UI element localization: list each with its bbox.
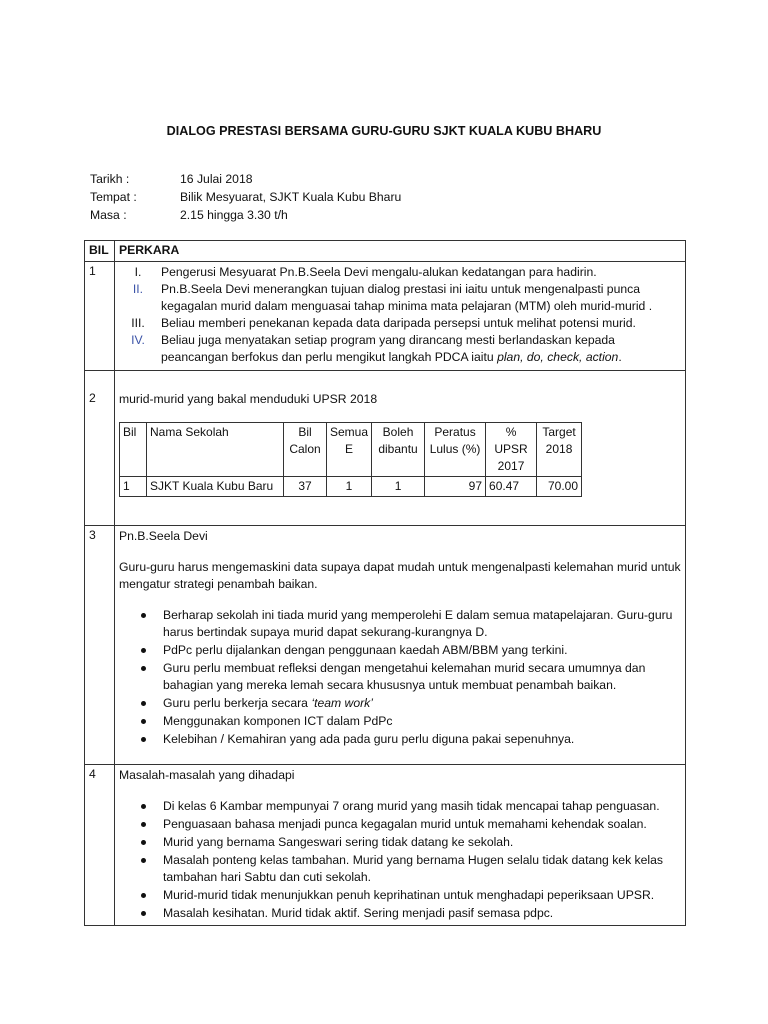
section-title: murid-murid yang bakal menduduki UPSR 2018 [119,392,378,406]
list-item [119,315,681,332]
list-item: Guru perlu membuat refleksi dengan mengetahui kelemahan murid secara umumnya dan bahagian yang mereka lemah secara khususnya untuk membuat penambah baikan. [119,660,681,694]
table-row [85,765,686,926]
list-item [119,695,681,712]
row-content [115,262,686,371]
item-text: Pn.B.Seela Devi menerangkan tujuan dialog prestasi ini iaitu untuk mengenalpasti punca kegagalan murid dalam menguasai tahap minima mata pelajaran (MTM) oleh murid-murid . [161,282,653,313]
item-text: Beliau memberi penekanan kepada data daripada persepsi untuk melihat potensi murid. [161,316,636,330]
inner-header: Semua E [327,423,372,477]
item-number: III. [131,316,145,330]
inner-data-row [120,477,582,497]
meta-value: 2.15 hingga 3.30 t/h [180,208,288,222]
row-number: 3 [85,526,115,765]
list-item: Masalah kesihatan. Murid tidak aktif. Sering menjadi pasif semasa pdpc. [119,905,681,922]
row-content [115,371,686,526]
inner-header: Bil Calon [284,423,327,477]
table-row [85,371,686,526]
meta-date [90,170,401,188]
inner-cell: 60.47 [486,477,537,497]
table-row [85,526,686,765]
inner-cell: 97 [425,477,486,497]
item-number: IV. [131,333,145,347]
list-item [119,281,681,315]
list-item: Berharap sekolah ini tiada murid yang memperolehi E dalam semua matapelajaran. Guru-guru harus bertindak supaya murid dapat sekurang-kurangnya D. [119,607,681,641]
item-number: II. [132,282,144,296]
section-title: Masalah-masalah yang dihadapi [119,768,295,782]
paragraph: Guru-guru harus mengemaskini data supaya dapat mudah untuk mengenalpasti kelemahan murid untuk mengatur strategi penambah baikan. [119,560,681,591]
minutes-table [84,240,686,926]
list-item: Kelebihan / Kemahiran yang ada pada guru perlu diguna pakai sepenuhnya. [119,731,681,748]
row-number: 1 [85,262,115,371]
row-content [115,765,686,926]
inner-header-row [120,423,582,477]
item-text-end: . [618,350,622,364]
header-perkara: PERKARA [115,241,686,262]
inner-cell: 1 [120,477,147,497]
list-item: Murid yang bernama Sangeswari sering tidak datang ke sekolah. [119,834,681,851]
table-header-row [85,241,686,262]
list-item [119,264,681,281]
agenda-list [119,264,681,366]
pdca-italic: plan, do, check, action [497,350,619,364]
document-title: DIALOG PRESTASI BERSAMA GURU-GURU SJKT KUALA KUBU BHARU [166,124,602,138]
inner-cell: 1 [372,477,425,497]
list-item: Penguasaan bahasa menjadi punca kegagalan murid untuk memahami kehendak soalan. [119,816,681,833]
meta-value: 16 Julai 2018 [180,172,253,186]
item-text: Beliau juga menyatakan setiap program yang dirancang mesti berlandaskan kepada peancangan berfokus dan perlu mengikut langkah PDCA iaitu [161,333,615,364]
team-work-italic: ‘team work’ [311,696,373,710]
list-item: Masalah ponteng kelas tambahan. Murid yang bernama Hugen selalu tidak datang kek kelas tambahan hari Sabtu dan cuti sekolah. [119,852,681,886]
meta-time [90,206,401,224]
meta-value: Bilik Mesyuarat, SJKT Kuala Kubu Bharu [180,190,402,204]
list-item: Murid-murid tidak menunjukkan penuh keprihatinan untuk menghadapi peperiksaan UPSR. [119,887,681,904]
bullet-list [119,798,681,922]
inner-cell: SJKT Kuala Kubu Baru [147,477,284,497]
meta-label: Tarikh : [90,172,130,186]
meta-label: Tempat : [90,190,137,204]
inner-header: % UPSR 2017 [486,423,537,477]
bullet-list [119,607,681,748]
table-row [85,262,686,371]
header-bil: BIL [85,241,115,262]
row-content [115,526,686,765]
row-number: 4 [85,765,115,926]
inner-header: Target 2018 [537,423,582,477]
meta-place [90,188,401,206]
inner-header: Boleh dibantu [372,423,425,477]
item-text: Pengerusi Mesyuarat Pn.B.Seela Devi mengalu-alukan kedatangan para hadirin. [161,265,597,279]
section-title: Pn.B.Seela Devi [119,529,208,543]
inner-cell: 70.00 [537,477,582,497]
list-item: PdPc perlu dijalankan dengan penggunaan kaedah ABM/BBM yang terkini. [119,642,681,659]
meta-label: Masa : [90,208,127,222]
row-number: 2 [85,371,115,526]
inner-cell: 1 [327,477,372,497]
list-item: Menggunakan komponen ICT dalam PdPc [119,713,681,730]
item-number: I. [134,265,142,279]
inner-cell: 37 [284,477,327,497]
meeting-details [90,170,401,224]
inner-header: Bil [120,423,147,477]
list-item: Di kelas 6 Kambar mempunyai 7 orang murid yang masih tidak mencapai tahap penguasan. [119,798,681,815]
inner-header: Nama Sekolah [147,423,284,477]
inner-header: Peratus Lulus (%) [425,423,486,477]
list-item [119,332,681,366]
item-text: Guru perlu berkerja secara [163,696,312,710]
upsr-table [119,422,582,497]
